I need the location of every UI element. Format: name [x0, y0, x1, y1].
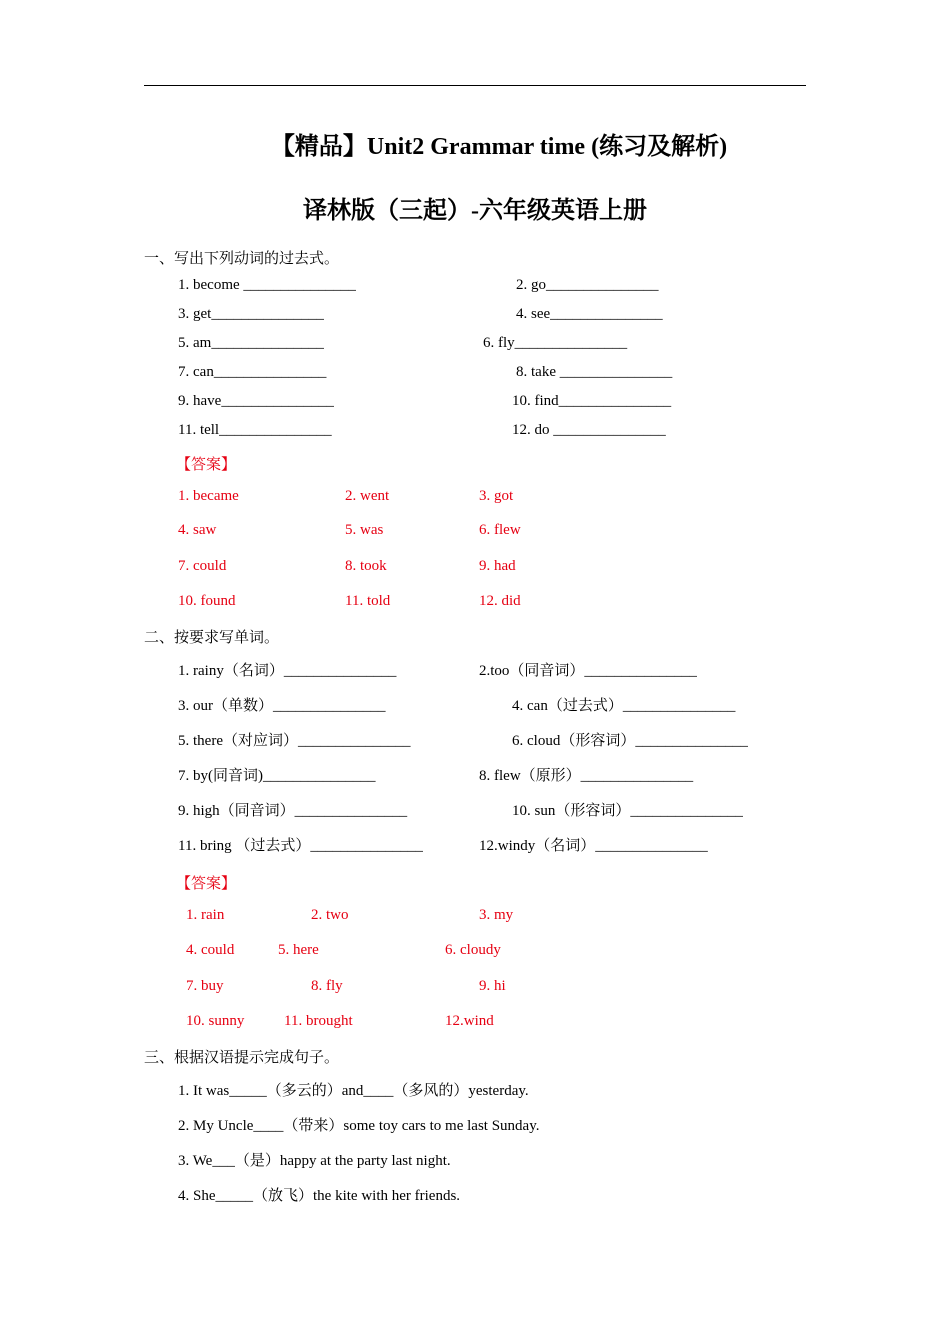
- answer-item: 10. found: [178, 593, 236, 609]
- answer-item: 12.wind: [445, 1013, 494, 1029]
- section2-heading: 二、按要求写单词。: [144, 630, 280, 646]
- section2-item: 2.too（同音词）_______________: [479, 663, 697, 679]
- section1-item: 2. go_______________: [516, 277, 659, 293]
- header-rule: [144, 85, 806, 86]
- section2-item: 12.windy（名词）_______________: [479, 838, 708, 854]
- section2-item: 11. bring （过去式）_______________: [178, 838, 423, 854]
- answer-tag: 【答案】: [176, 876, 237, 892]
- answer-item: 5. was: [345, 522, 384, 538]
- answer-item: 9. had: [479, 558, 516, 574]
- answer-item: 2. went: [345, 488, 390, 504]
- section2-item: 3. our（单数）_______________: [178, 698, 386, 714]
- section1-item: 4. see_______________: [516, 306, 663, 322]
- section1-item: 1. become _______________: [178, 277, 356, 293]
- answer-item: 9. hi: [479, 978, 506, 994]
- answer-tag: 【答案】: [176, 457, 237, 473]
- answer-item: 11. told: [345, 593, 391, 609]
- section3-item: 2. My Uncle____（带来）some toy cars to me last Sunday.: [178, 1118, 540, 1134]
- section3-heading: 三、根据汉语提示完成句子。: [144, 1050, 340, 1066]
- document-subtitle: 译林版（三起）-六年级英语上册: [303, 198, 647, 224]
- answer-item: 3. got: [479, 488, 514, 504]
- section2-item: 4. can（过去式）_______________: [512, 698, 736, 714]
- answer-item: 8. fly: [311, 978, 343, 994]
- answer-item: 2. two: [311, 907, 349, 923]
- answer-item: 3. my: [479, 907, 514, 923]
- answer-item: 6. flew: [479, 522, 521, 538]
- section1-item: 11. tell_______________: [178, 422, 332, 438]
- section2-item: 1. rainy（名词）_______________: [178, 663, 397, 679]
- section1-item: 5. am_______________: [178, 335, 324, 351]
- answer-item: 7. buy: [186, 978, 224, 994]
- section3-item: 4. She_____（放飞）the kite with her friends.: [178, 1188, 461, 1204]
- section2-item: 10. sun（形容词）_______________: [512, 803, 743, 819]
- section2-item: 5. there（对应词）_______________: [178, 733, 411, 749]
- answer-item: 7. could: [178, 558, 227, 574]
- answer-item: 11. brought: [284, 1013, 353, 1029]
- answer-item: 6. cloudy: [445, 942, 501, 958]
- section1-item: 8. take _______________: [516, 364, 673, 380]
- document-title: 【精品】Unit2 Grammar time (练习及解析): [270, 134, 728, 160]
- answer-item: 4. saw: [178, 522, 217, 538]
- section2-item: 6. cloud（形容词）_______________: [512, 733, 748, 749]
- section1-item: 9. have_______________: [178, 393, 334, 409]
- section1-item: 6. fly_______________: [483, 335, 628, 351]
- section1-item: 7. can_______________: [178, 364, 327, 380]
- answer-item: 1. rain: [186, 907, 225, 923]
- section2-item: 7. by(同音词)_______________: [178, 768, 376, 784]
- answer-item: 4. could: [186, 942, 235, 958]
- section3-item: 3. We___（是）happy at the party last night.: [178, 1153, 451, 1169]
- section2-item: 8. flew（原形）_______________: [479, 768, 694, 784]
- answer-item: 1. became: [178, 488, 239, 504]
- section1-item: 3. get_______________: [178, 306, 324, 322]
- section1-item: 12. do _______________: [512, 422, 666, 438]
- section1-item: 10. find_______________: [512, 393, 672, 409]
- answer-item: 8. took: [345, 558, 387, 574]
- answer-item: 12. did: [479, 593, 521, 609]
- section2-item: 9. high（同音词）_______________: [178, 803, 408, 819]
- answer-item: 5. here: [278, 942, 319, 958]
- section3-item: 1. It was_____（多云的）and____（多风的）yesterday.: [178, 1083, 529, 1099]
- section1-heading: 一、写出下列动词的过去式。: [144, 251, 340, 267]
- answer-item: 10. sunny: [186, 1013, 245, 1029]
